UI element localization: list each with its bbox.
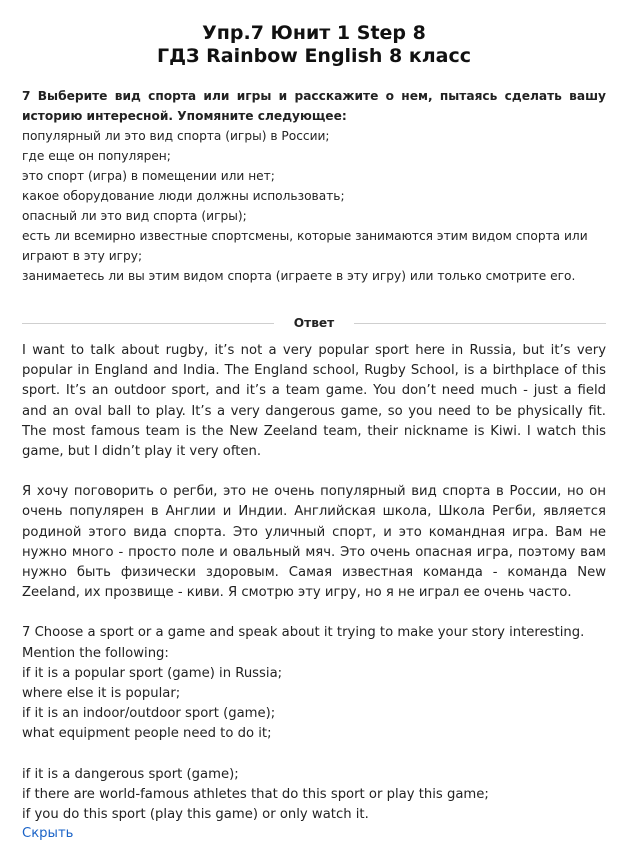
hide-answer-link[interactable]: Скрыть <box>22 826 74 842</box>
task-en-line: what equipment people need to do it; <box>22 726 272 742</box>
task-en-line: 7 Choose a sport or a game and speak about it trying to make your story interesting. <box>22 625 585 641</box>
task-line: какое оборудование люди должны использовать; <box>22 189 345 203</box>
answer-divider <box>22 313 606 333</box>
task-heading: 7 Выберите вид спорта или игры и расскажите о нем, пытаясь сделать вашу историю интересной. Упомяните следующее: <box>22 89 606 123</box>
answer-block <box>22 341 606 825</box>
task-en-line: if it is a dangerous sport (game); <box>22 766 239 782</box>
task-line: это спорт (игра) в помещении или нет; <box>22 169 275 183</box>
title-line-2: ГДЗ Rainbow English 8 класс <box>156 45 472 67</box>
task-block <box>22 86 606 286</box>
answer-english-paragraph: I want to talk about rugby, it’s not a very popular sport here in Russia, but it’s very popular in England and India. The England school, Rugby School, is a birthplace of this sport. It’s an outdoor sport, and it’s a team game. You don’t need much - just a field and an oval ball to play. It’s a very dangerous game, so you need to be physically fit. The most famous team is the New Zeeland team, their nickname is Kiwi. I watch this game, but I didn’t play it very often. <box>22 343 606 460</box>
task-line: где еще он популярен; <box>22 149 171 163</box>
answer-label: Ответ <box>293 316 335 330</box>
task-en-line: Mention the following: <box>22 645 169 661</box>
divider-line-right <box>354 323 606 324</box>
task-line: опасный ли это вид спорта (игры); <box>22 209 247 223</box>
task-en-line: if it is a popular sport (game) in Russia; <box>22 665 283 681</box>
page-title <box>0 0 628 68</box>
title-line-1: Упр.7 Юнит 1 Step 8 <box>202 22 426 44</box>
answer-russian-paragraph: Я хочу поговорить о регби, это не очень популярный вид спорта в России, но он очень популярен в Англии и Индии. Английская школа, Школа Регби, является родиной этого вида спорта. Это уличный спорт, и это командная игра. Вам не нужно много - просто поле и овальный мяч. Это очень опасная игра, поэтому вам нужно быть физически здоровым. Самая известная команда - команда New Zeeland, их прозвище - киви. Я смотрю эту игру, но я не играл ее очень часто. <box>22 484 606 601</box>
task-en-line: if you do this sport (play this game) or only watch it. <box>22 807 369 823</box>
task-en-line: if there are world-famous athletes that do this sport or play this game; <box>22 786 489 802</box>
spacer <box>22 745 606 765</box>
task-en-line: if it is an indoor/outdoor sport (game); <box>22 706 276 722</box>
task-en-line: where else it is popular; <box>22 686 181 702</box>
task-line: популярный ли это вид спорта (игры) в России; <box>22 129 330 143</box>
divider-line-left <box>22 323 274 324</box>
task-english-block <box>22 623 606 825</box>
task-line: есть ли всемирно известные спортсмены, которые занимаются этим видом спорта или играют в эту игру; <box>22 229 588 263</box>
task-line: занимаетесь ли вы этим видом спорта (играете в эту игру) или только смотрите его. <box>22 269 576 283</box>
